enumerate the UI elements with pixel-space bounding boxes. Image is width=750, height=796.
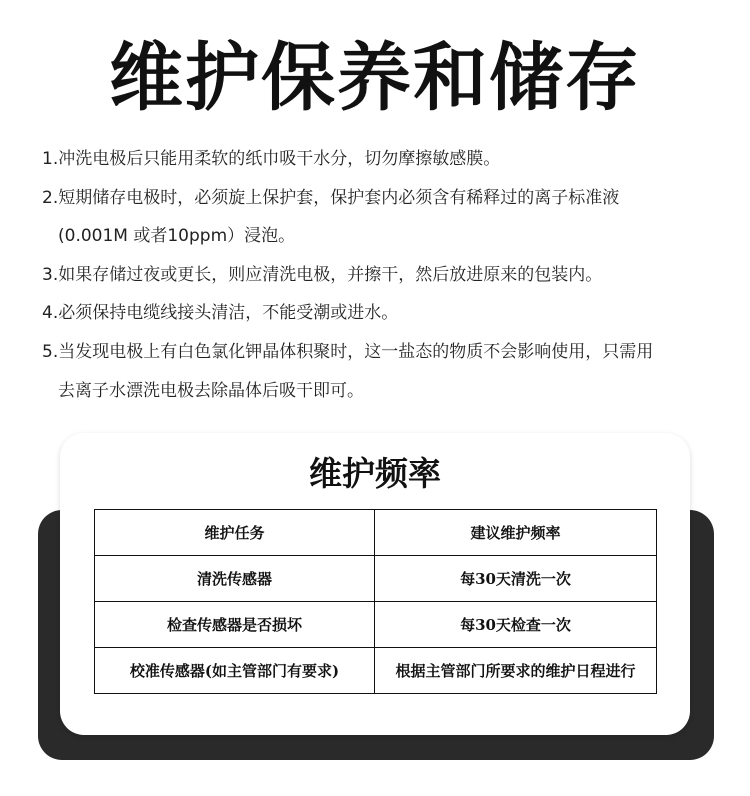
note-line: (0.001M 或者10ppm）浸泡。 <box>58 226 296 247</box>
note-line: 5.当发现电极上有白色氯化钾晶体积聚时，这一盐态的物质不会影响使用，只需用 <box>42 341 654 362</box>
table-cell-task: 检查传感器是否损坏 <box>95 602 375 648</box>
table-row <box>95 556 657 602</box>
note-line: 2.短期储存电极时，必须旋上保护套，保护套内必须含有稀释过的离子标准液 <box>42 187 620 208</box>
note-line: 去离子水漂洗电极去除晶体后吸干即可。 <box>58 380 364 401</box>
table-row <box>95 648 657 694</box>
note-line: 1.冲洗电极后只能用柔软的纸巾吸干水分，切勿摩擦敏感膜。 <box>42 149 501 169</box>
table-row <box>95 602 657 648</box>
note-line: 3.如果存储过夜或更长，则应清洗电极，并擦干，然后放进原来的包装内。 <box>42 264 603 285</box>
frequency-table <box>94 509 657 694</box>
table-header-cell: 维护任务 <box>95 510 375 556</box>
maintenance-notes <box>42 140 722 410</box>
table-cell-task: 清洗传感器 <box>95 556 375 602</box>
frequency-card <box>60 433 690 735</box>
page-title: 维护保养和储存 <box>109 35 641 121</box>
note-line: 4.必须保持电缆线接头清洁，不能受潮或进水。 <box>42 303 399 324</box>
frequency-title: 维护频率 <box>309 454 441 493</box>
table-header-cell: 建议维护频率 <box>375 510 657 556</box>
table-cell-task: 校准传感器(如主管部门有要求) <box>95 648 375 694</box>
table-cell-frequency: 每30天清洗一次 <box>375 556 657 602</box>
table-cell-frequency: 每30天检查一次 <box>375 602 657 648</box>
table-header-row <box>95 510 657 556</box>
table-cell-frequency: 根据主管部门所要求的维护日程进行 <box>375 648 657 694</box>
